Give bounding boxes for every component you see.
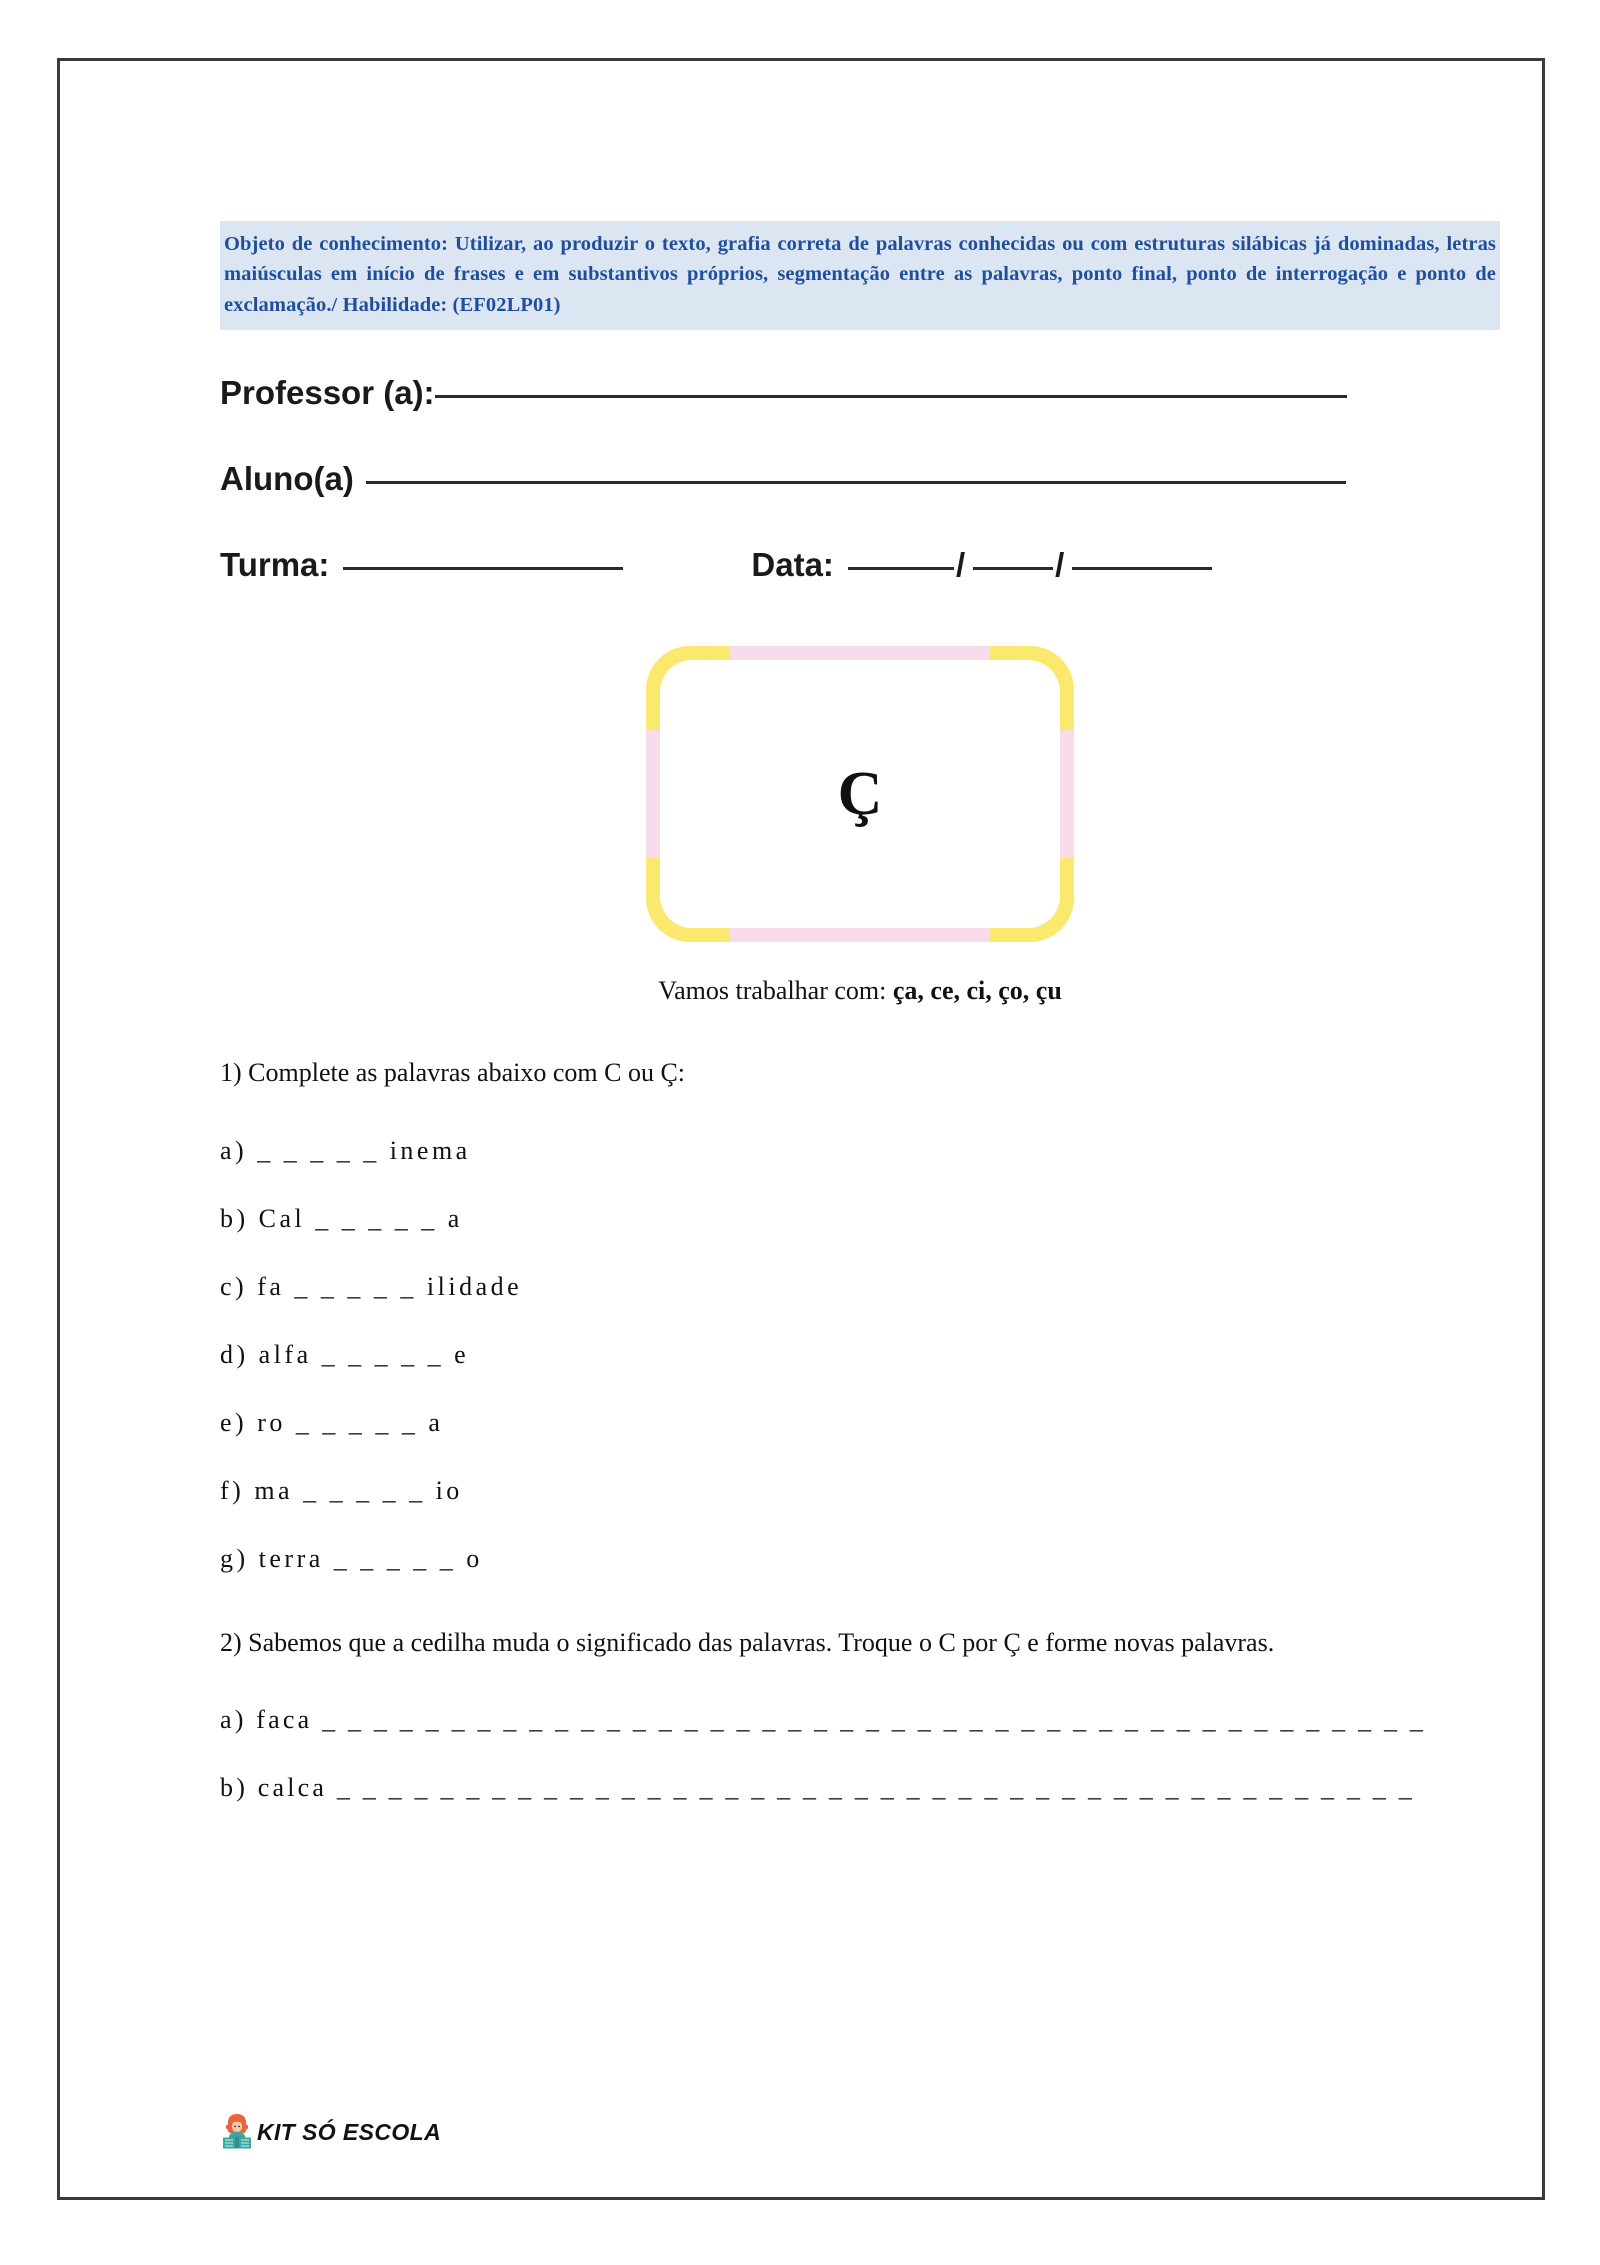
field-data-label: Data:	[751, 545, 834, 583]
worksheet-content	[220, 221, 1500, 1803]
date-separator-1: /	[955, 545, 966, 583]
brand-name: KIT SÓ ESCOLA	[257, 2118, 442, 2145]
field-data-day-input[interactable]	[848, 567, 954, 570]
field-turma-data-row	[220, 546, 1500, 584]
letter-cedilla-glyph: Ç	[837, 759, 883, 828]
field-turma-label: Turma:	[220, 545, 330, 583]
brand-logo	[220, 2113, 441, 2151]
letter-card	[646, 646, 1074, 942]
page-border	[57, 58, 1545, 2200]
subtitle-prefix: Vamos trabalhar com:	[658, 975, 893, 1005]
list-item[interactable]: f) ma _ _ _ _ _ io	[220, 1475, 463, 1505]
field-turma-input[interactable]	[343, 567, 623, 570]
field-aluno-label: Aluno(a)	[220, 459, 354, 497]
field-professor[interactable]	[220, 374, 1500, 412]
worksheet-subtitle	[220, 976, 1500, 1006]
question-1-items	[220, 1136, 1500, 1574]
girl-reading-book-icon	[220, 2113, 254, 2151]
list-item[interactable]: g) terra _ _ _ _ _ o	[220, 1543, 483, 1573]
field-data-year-input[interactable]	[1072, 567, 1212, 570]
question-2-items	[220, 1705, 1500, 1803]
question-2-prompt: 2) Sabemos que a cedilha muda o significado das palavras. Troque o C por Ç e forme novas palavras.	[220, 1627, 1275, 1657]
field-aluno[interactable]	[220, 460, 1500, 498]
list-item[interactable]: d) alfa _ _ _ _ _ e	[220, 1339, 470, 1369]
list-item[interactable]: b) calca _ _ _ _ _ _ _ _ _ _ _ _ _ _ _ _ _ _ _ _ _ _ _ _ _ _ _ _ _ _ _ _ _ _ _ _ _ _ _ _ _ _	[220, 1773, 1415, 1803]
bncc-objective-banner: Objeto de conhecimento: Utilizar, ao produzir o texto, grafia correta de palavras conhecidas ou com estruturas silábicas já dominadas, letras maiúsculas em início de frases e em substantivos próprios, segmentação entre as palavras, ponto final, ponto de interrogação e ponto de exclamação./ Habilidade: (EF02LP01)	[220, 221, 1500, 330]
field-aluno-input[interactable]	[366, 481, 1346, 484]
list-item[interactable]: a) faca _ _ _ _ _ _ _ _ _ _ _ _ _ _ _ _ _ _ _ _ _ _ _ _ _ _ _ _ _ _ _ _ _ _ _ _ _ _ _ _ _ _ _	[220, 1705, 1427, 1735]
list-item[interactable]: c) fa _ _ _ _ _ ilidade	[220, 1271, 523, 1301]
question-1-prompt: 1) Complete as palavras abaixo com C ou Ç:	[220, 1057, 686, 1087]
list-item[interactable]: e) ro _ _ _ _ _ a	[220, 1407, 444, 1437]
letter-card-inner	[660, 660, 1060, 928]
field-data-month-input[interactable]	[973, 567, 1053, 570]
field-professor-input[interactable]	[435, 395, 1347, 398]
list-item[interactable]: b) Cal _ _ _ _ _ a	[220, 1203, 463, 1233]
field-professor-label: Professor (a):	[220, 373, 435, 411]
field-data	[751, 546, 1212, 584]
subtitle-syllables: ça, ce, ci, ço, çu	[892, 975, 1062, 1005]
date-separator-2: /	[1055, 545, 1065, 583]
list-item[interactable]: a) _ _ _ _ _ inema	[220, 1135, 471, 1165]
letter-card-container	[220, 646, 1500, 942]
